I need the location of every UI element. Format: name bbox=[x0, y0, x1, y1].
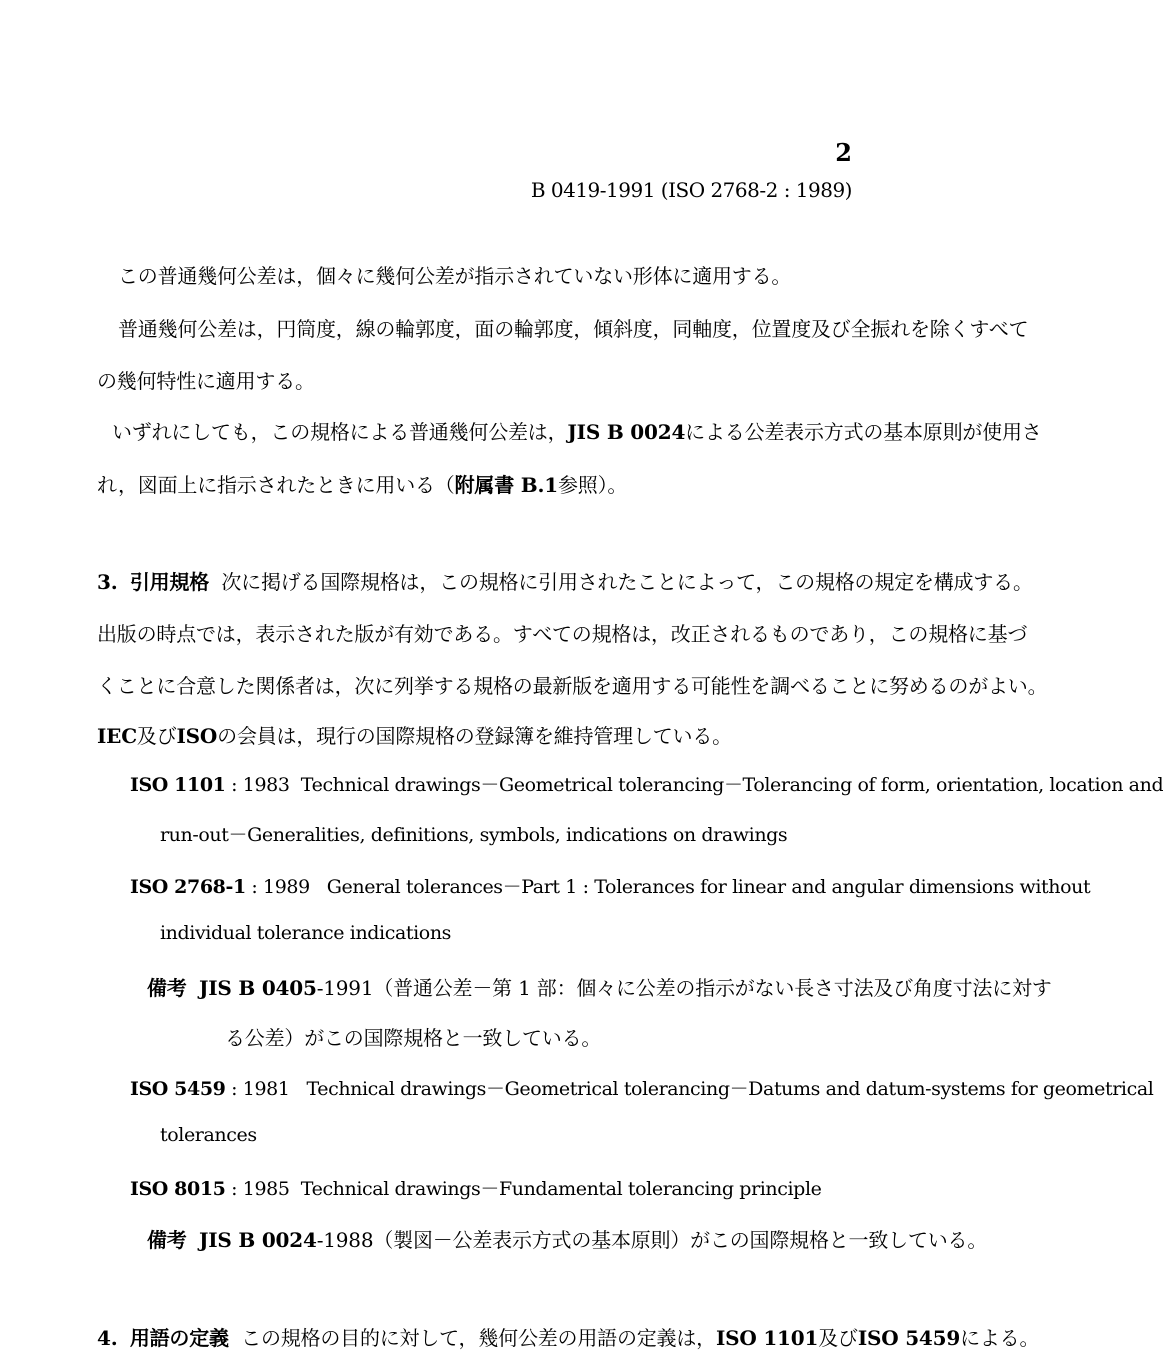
section-4-heading-line: 4. 用語の定義 この規格の目的に対して，幾何公差の用語の定義は，ISO 1101及びISO 5459による。 bbox=[97, 1326, 1040, 1350]
section-3-line-4: IEC及びISOの会員は，現行の国際規格の登録簿を維持管理している。 bbox=[97, 724, 732, 748]
intro-paragraph-3-line-1: いずれにしても，この規格による普通幾何公差は，JIS B 0024による公差表示方式の基本原則が使用さ bbox=[112, 420, 1042, 444]
intro-paragraph-1: この普通幾何公差は，個々に幾何公差が指示されていない形体に適用する。 bbox=[118, 264, 792, 288]
reference-iso-1101-line-2: run-out－Generalities, definitions, symbols, indications on drawings bbox=[160, 824, 788, 846]
remark-1-line-1: 備考 JIS B 0405-1991（普通公差－第 1 部：個々に公差の指示がない長さ寸法及び角度寸法に対す bbox=[147, 976, 1052, 1000]
section-3-line-3: くことに合意した関係者は，次に列挙する規格の最新版を適用する可能性を調べることに努めるのがよい。 bbox=[97, 674, 1048, 698]
reference-iso-8015-line-1: ISO 8015 : 1985 Technical drawings－Fundamental tolerancing principle bbox=[130, 1178, 822, 1200]
page-number: 2 bbox=[835, 138, 852, 167]
document-code: B 0419-1991 (ISO 2768-2 : 1989) bbox=[530, 178, 852, 202]
section-4-number: 4. bbox=[97, 1326, 118, 1350]
reference-iso-2768-1-line-2: individual tolerance indications bbox=[160, 922, 452, 944]
reference-iso-5459-line-1: ISO 5459 : 1981 Technical drawings－Geometrical tolerancing－Datums and datum-systems for geometrical bbox=[130, 1078, 1154, 1100]
remark-2-line-1: 備考 JIS B 0024-1988（製図－公差表示方式の基本原則）がこの国際規格と一致している。 bbox=[147, 1228, 988, 1252]
section-3-number: 3. bbox=[97, 570, 118, 594]
section-4-title: 用語の定義 bbox=[129, 1326, 229, 1350]
remark-1-line-2: る公差）がこの国際規格と一致している。 bbox=[225, 1026, 602, 1050]
reference-iso-1101-line-1: ISO 1101 : 1983 Technical drawings－Geometrical tolerancing－Tolerancing of form, orientation, location and bbox=[130, 774, 1163, 796]
jis-b0024-ref: JIS B 0024 bbox=[567, 420, 686, 444]
section-3-heading-line: 3. 引用規格 次に掲げる国際規格は，この規格に引用されたことによって，この規格の規定を構成する。 bbox=[97, 570, 1033, 594]
reference-iso-5459-line-2: tolerances bbox=[160, 1124, 257, 1146]
annex-ref: 附属書 B.1 bbox=[454, 473, 558, 497]
intro-paragraph-2-line-2: の幾何特性に適用する。 bbox=[97, 369, 315, 393]
intro-paragraph-2-line-1: 普通幾何公差は，円筒度，線の輪郭度，面の輪郭度，傾斜度，同軸度，位置度及び全振れを除くすべて bbox=[118, 317, 1029, 341]
reference-iso-2768-1-line-1: ISO 2768-1 : 1989 General tolerances－Part 1 : Tolerances for linear and angular dimensions without bbox=[130, 876, 1091, 898]
section-3-line-2: 出版の時点では，表示された版が有効である。すべての規格は，改正されるものであり，この規格に基づ bbox=[97, 622, 1028, 646]
intro-paragraph-3-line-2: れ，図面上に指示されたときに用いる（附属書 B.1参照）。 bbox=[97, 473, 628, 497]
section-3-title: 引用規格 bbox=[129, 570, 210, 594]
